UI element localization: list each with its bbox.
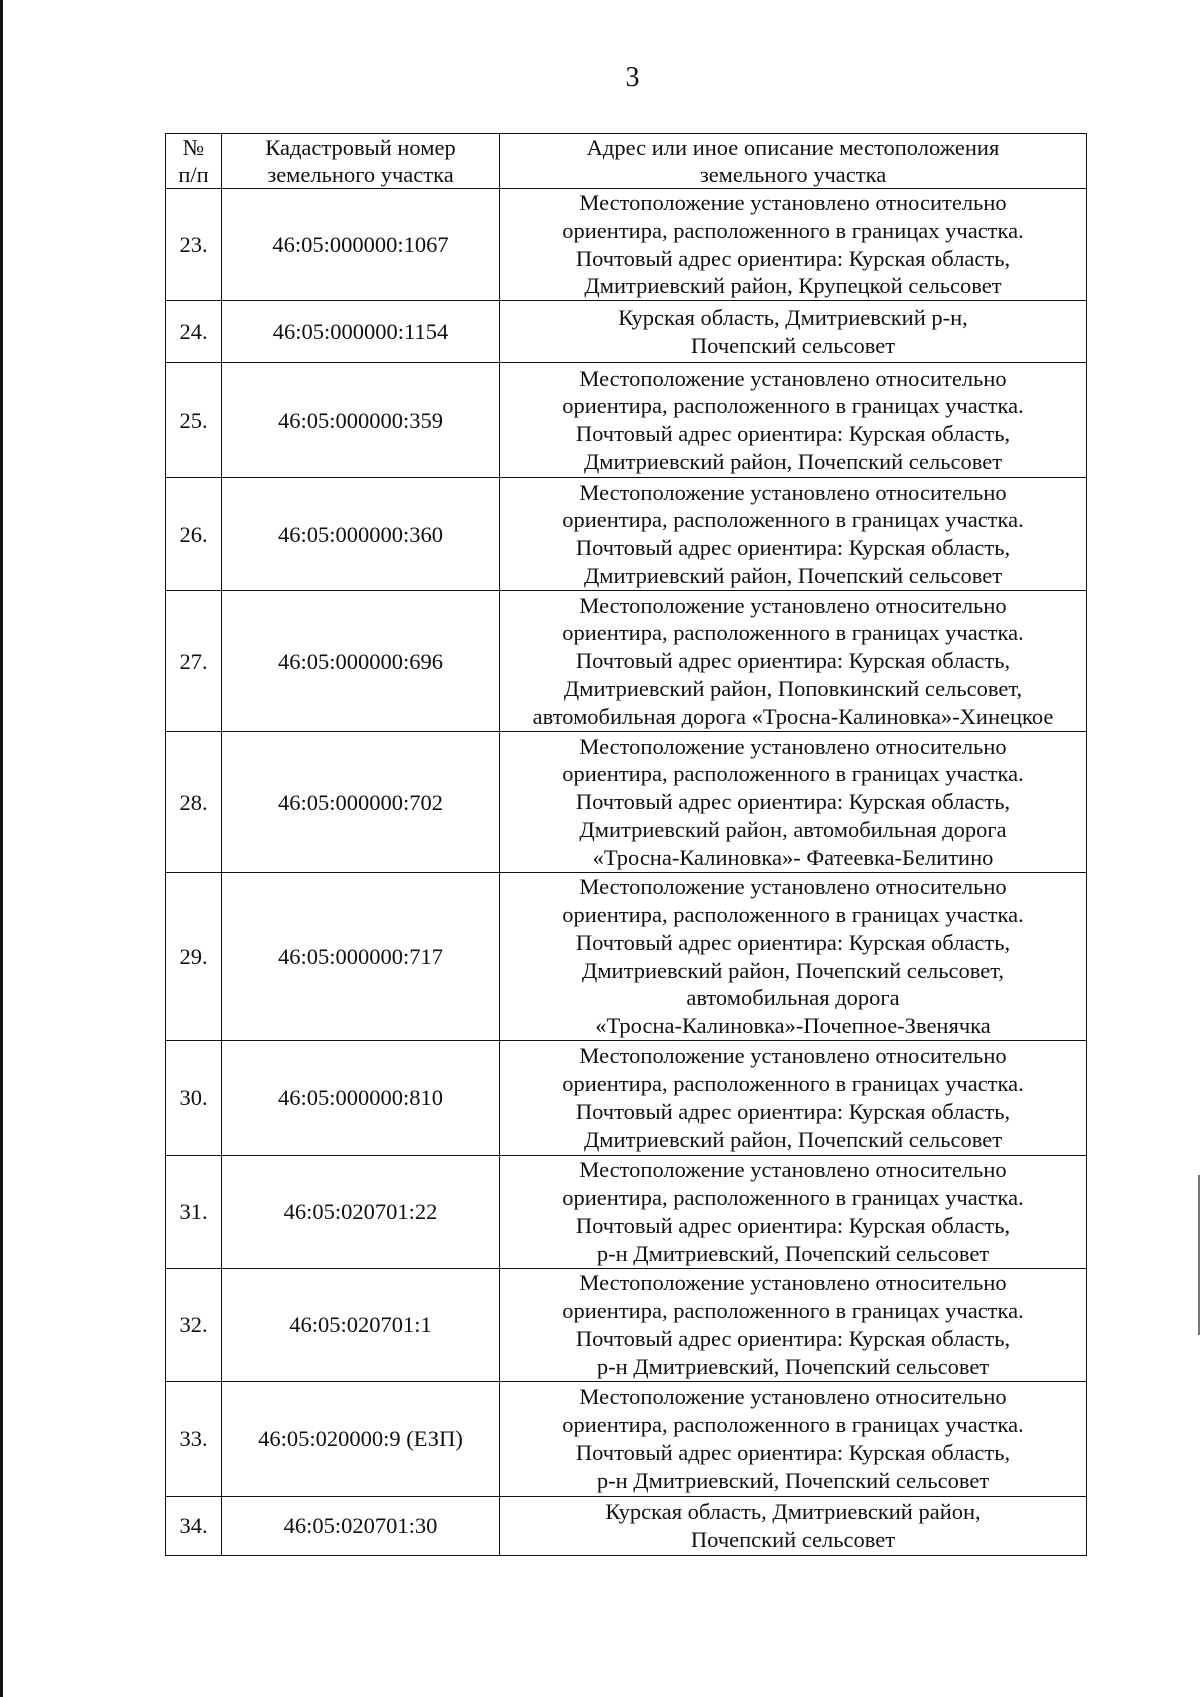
table-header-row xyxy=(166,134,1087,189)
cell-address: Местоположение установлено относительно ориентира, расположенного в границах участка. Почтовый адрес ориентира: Курская область, Дмитриевский район, Почепский сельсовет xyxy=(500,1040,1087,1155)
cell-address: Местоположение установлено относительно ориентира, расположенного в границах участка. Почтовый адрес ориентира: Курская область, Дмитриевский район, Крупецкой сельсовет xyxy=(500,189,1087,301)
cell-cadastral: 46:05:020701:22 xyxy=(222,1155,500,1268)
header-cadastral: Кадастровый номер земельного участка xyxy=(222,134,500,189)
cell-cadastral: 46:05:000000:717 xyxy=(222,873,500,1041)
cell-num: 25. xyxy=(166,363,222,478)
cell-address: Курская область, Дмитриевский р-н, Почепский сельсовет xyxy=(500,301,1087,363)
cell-address: Местоположение установлено относительно ориентира, расположенного в границах участка. Почтовый адрес ориентира: Курская область, р-н Дмитриевский, Почепский сельсовет xyxy=(500,1155,1087,1268)
table-row xyxy=(166,1155,1087,1268)
cell-num: 24. xyxy=(166,301,222,363)
cell-address: Курская область, Дмитриевский район, Почепский сельсовет xyxy=(500,1496,1087,1555)
cell-address: Местоположение установлено относительно ориентира, расположенного в границах участка. Почтовый адрес ориентира: Курская область, р-н Дмитриевский, Почепский сельсовет xyxy=(500,1381,1087,1496)
table-row xyxy=(166,1040,1087,1155)
cell-num: 32. xyxy=(166,1268,222,1381)
cell-num: 34. xyxy=(166,1496,222,1555)
cell-address: Местоположение установлено относительно ориентира, расположенного в границах участка. Почтовый адрес ориентира: Курская область, Дмитриевский район, Почепский сельсовет xyxy=(500,363,1087,478)
table-row xyxy=(166,591,1087,732)
cell-address: Местоположение установлено относительно ориентира, расположенного в границах участка. Почтовый адрес ориентира: Курская область, Дмитриевский район, Почепский сельсовет, автомобильная дорога «Тросна-Калиновка»-Почепное-Звенячка xyxy=(500,873,1087,1041)
table-row xyxy=(166,732,1087,873)
table-row xyxy=(166,189,1087,301)
cell-cadastral: 46:05:020701:30 xyxy=(222,1496,500,1555)
table-row xyxy=(166,1496,1087,1555)
cell-cadastral: 46:05:000000:359 xyxy=(222,363,500,478)
table-row xyxy=(166,1268,1087,1381)
header-address: Адрес или иное описание местоположения земельного участка xyxy=(500,134,1087,189)
table-row xyxy=(166,301,1087,363)
cell-cadastral: 46:05:000000:702 xyxy=(222,732,500,873)
cell-cadastral: 46:05:000000:696 xyxy=(222,591,500,732)
cell-num: 27. xyxy=(166,591,222,732)
cell-cadastral: 46:05:000000:1067 xyxy=(222,189,500,301)
cell-num: 26. xyxy=(166,478,222,591)
table-body xyxy=(166,189,1087,1556)
table-row xyxy=(166,1381,1087,1496)
cell-cadastral: 46:05:000000:1154 xyxy=(222,301,500,363)
cell-address: Местоположение установлено относительно ориентира, расположенного в границах участка. Почтовый адрес ориентира: Курская область, Дмитриевский район, Поповкинский сельсовет, автомобильная дорога «Тросна-Калиновка»-Хинецкое xyxy=(500,591,1087,732)
table-row xyxy=(166,478,1087,591)
cell-num: 23. xyxy=(166,189,222,301)
cell-num: 28. xyxy=(166,732,222,873)
cell-address: Местоположение установлено относительно ориентира, расположенного в границах участка. Почтовый адрес ориентира: Курская область, Дмитриевский район, автомобильная дорога «Тросна-Калиновка»- Фатеевка-Белитино xyxy=(500,732,1087,873)
cell-cadastral: 46:05:020701:1 xyxy=(222,1268,500,1381)
table-row xyxy=(166,873,1087,1041)
table-row xyxy=(166,363,1087,478)
cell-address: Местоположение установлено относительно ориентира, расположенного в границах участка. Почтовый адрес ориентира: Курская область, р-н Дмитриевский, Почепский сельсовет xyxy=(500,1268,1087,1381)
cell-cadastral: 46:05:020000:9 (ЕЗП) xyxy=(222,1381,500,1496)
header-num: № п/п xyxy=(166,134,222,189)
cell-num: 33. xyxy=(166,1381,222,1496)
cell-num: 30. xyxy=(166,1040,222,1155)
cell-address: Местоположение установлено относительно ориентира, расположенного в границах участка. Почтовый адрес ориентира: Курская область, Дмитриевский район, Почепский сельсовет xyxy=(500,478,1087,591)
cell-num: 29. xyxy=(166,873,222,1041)
land-plots-table xyxy=(165,133,1087,1556)
cell-cadastral: 46:05:000000:360 xyxy=(222,478,500,591)
page-number: 3 xyxy=(625,62,640,93)
cell-num: 31. xyxy=(166,1155,222,1268)
page-scan-edge xyxy=(0,0,3,1697)
cell-cadastral: 46:05:000000:810 xyxy=(222,1040,500,1155)
